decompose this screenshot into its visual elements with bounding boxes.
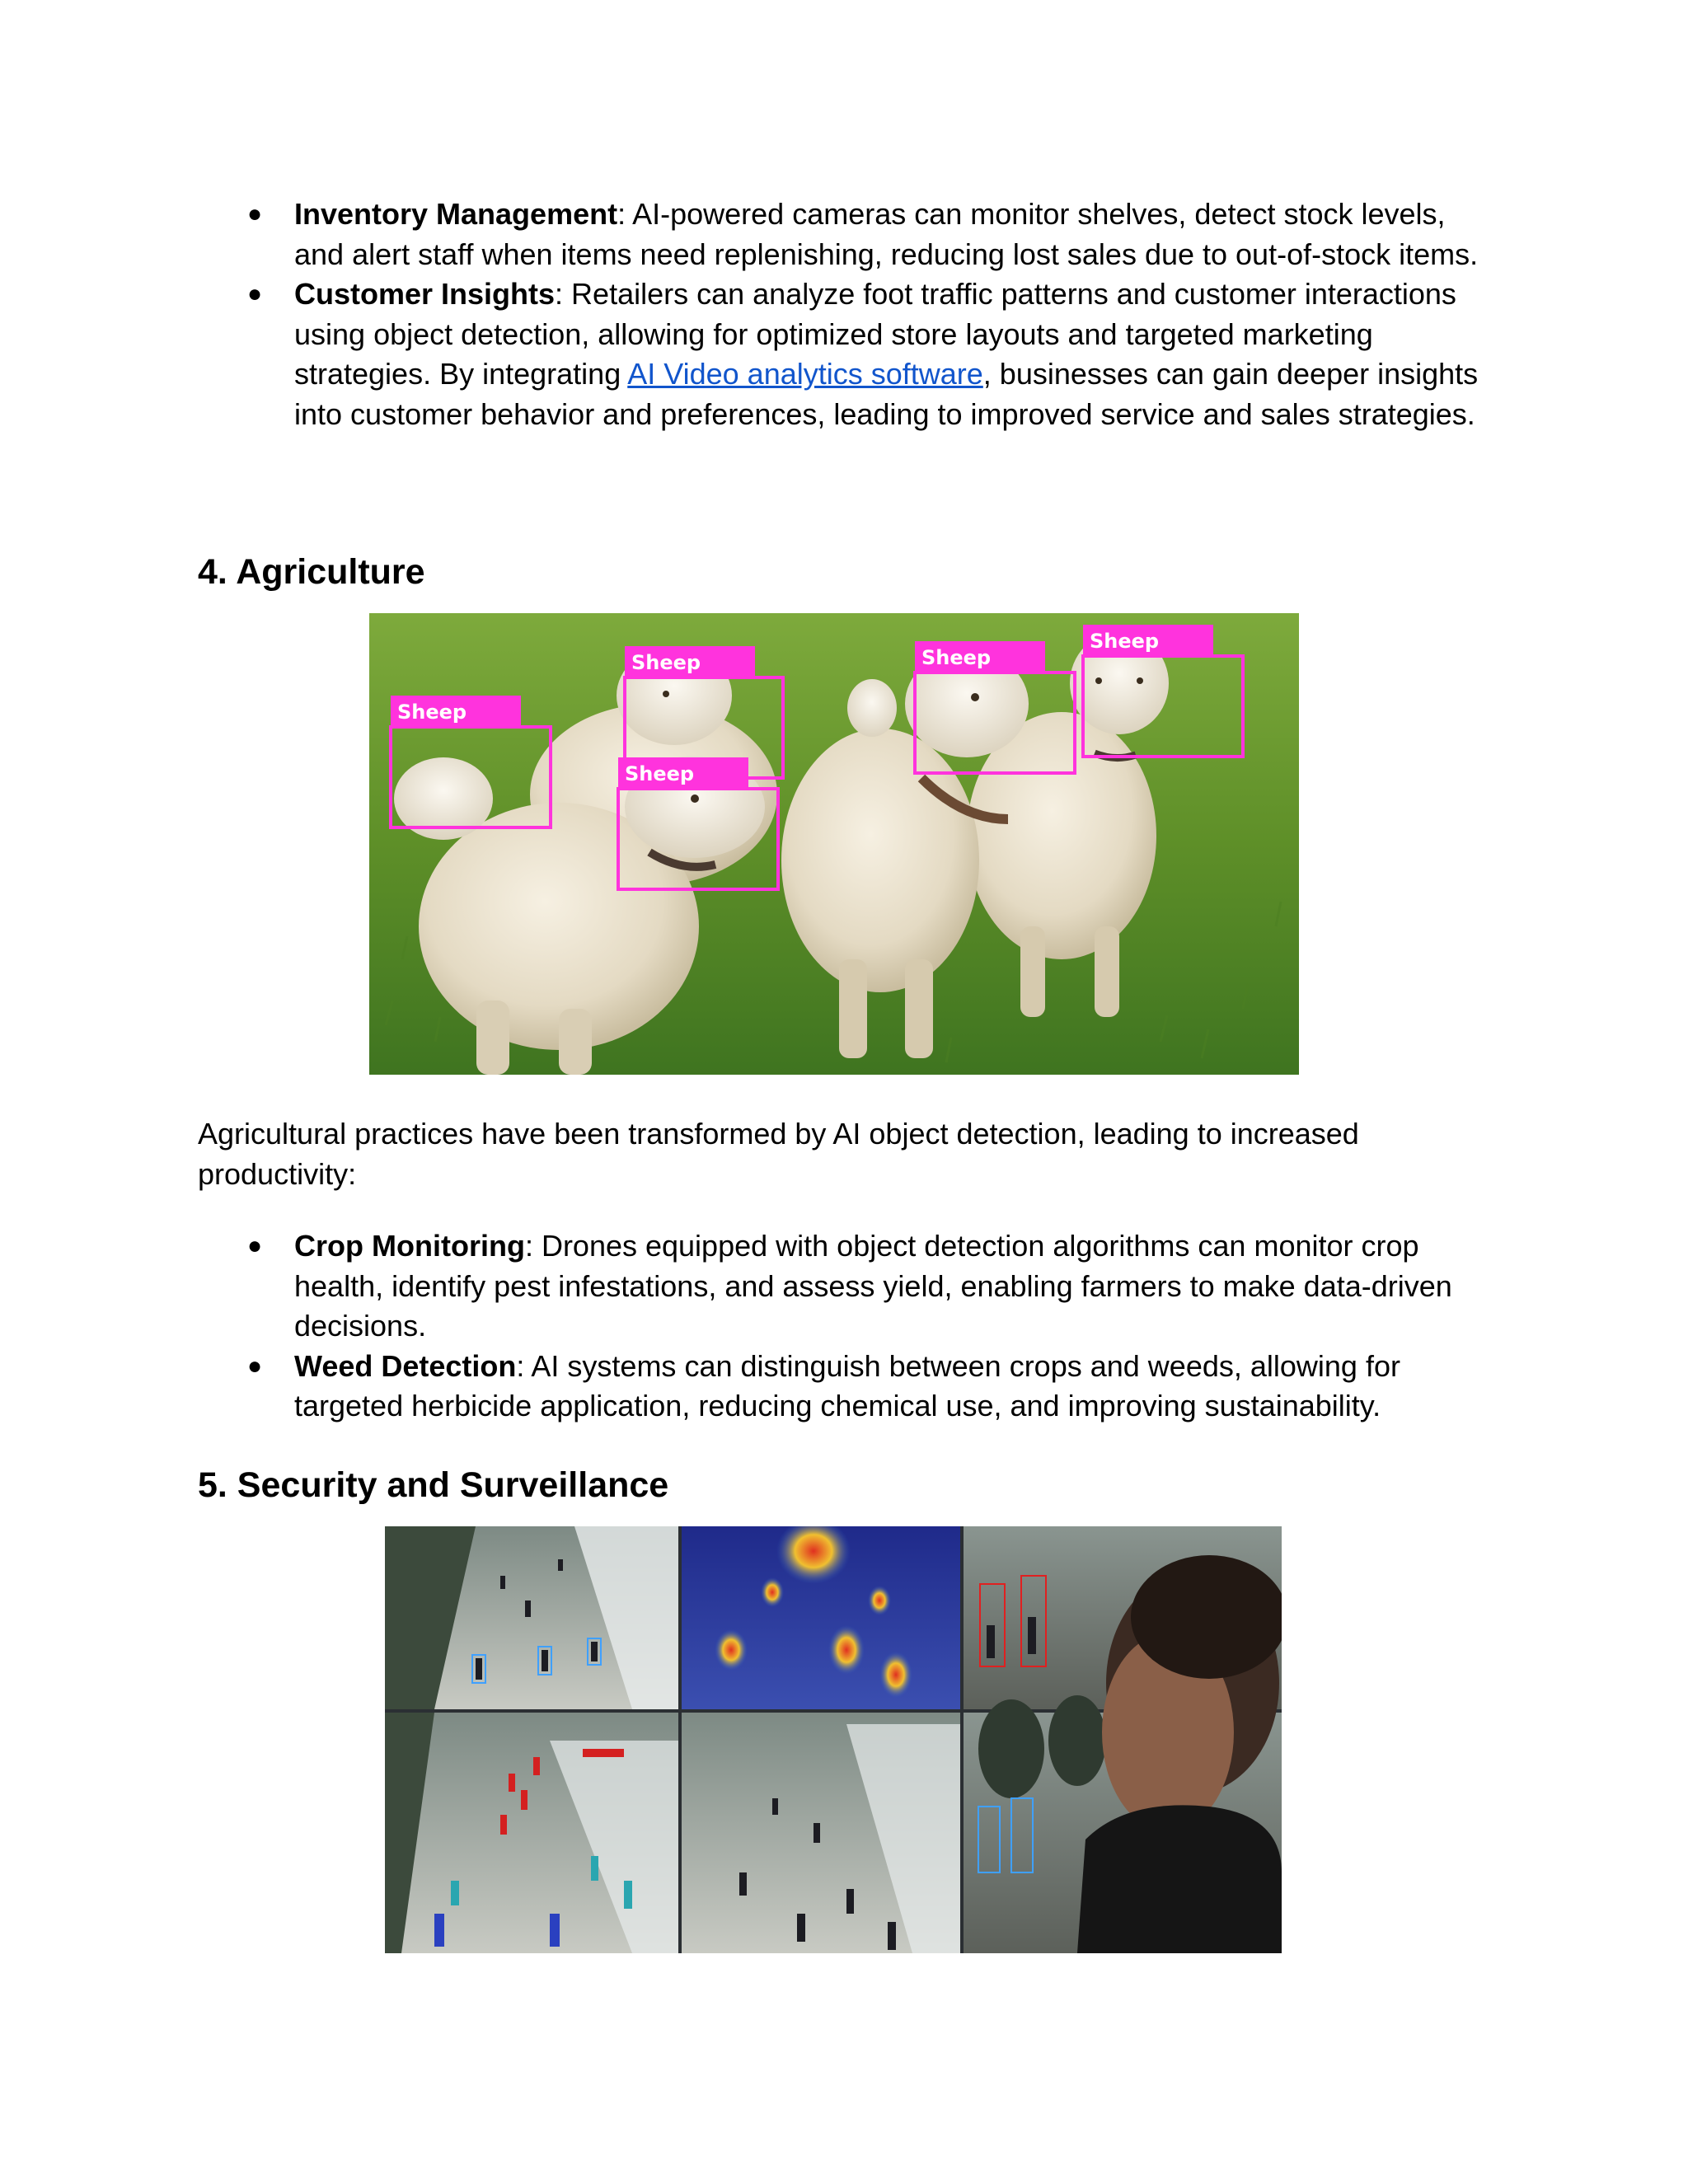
- camera-panel: [682, 1713, 960, 1953]
- retail-bullet-list: [198, 194, 1484, 434]
- bullet-icon: ●: [247, 200, 263, 227]
- detection-label: Sheep: [625, 762, 695, 785]
- list-item-crop-monitoring: [198, 1226, 1484, 1347]
- sheep-detection-image: [369, 613, 1299, 1075]
- list-item-inventory-management: [198, 194, 1484, 274]
- bullet-icon: ●: [247, 280, 263, 307]
- bullet-term: Customer Insights: [294, 277, 556, 311]
- section-heading-security: 5. Security and Surveillance: [198, 1465, 669, 1505]
- detection-overlay: [369, 613, 1299, 1075]
- detection-box: [391, 696, 551, 827]
- surveillance-image: [385, 1526, 1282, 1953]
- list-item-weed-detection: [198, 1347, 1484, 1427]
- agriculture-intro-paragraph: Agricultural practices have been transformed by AI object detection, leading to increased productivity:: [198, 1117, 1359, 1191]
- bullet-icon: ●: [247, 1352, 263, 1380]
- detection-label: Sheep: [1090, 630, 1160, 653]
- agriculture-bullet-list: [198, 1226, 1484, 1427]
- bullet-text: : Drones equipped with object detection algorithms can monitor crop health, identify pest infestations, and assess yield, enabling farmers to make data-driven decisions.: [294, 1229, 1452, 1343]
- bullet-icon: ●: [247, 1232, 263, 1259]
- list-item-customer-insights: [198, 274, 1484, 434]
- bullet-term: Crop Monitoring: [294, 1229, 525, 1263]
- detection-label: Sheep: [921, 646, 992, 669]
- bullet-text: : AI systems can distinguish between crops and weeds, allowing for targeted herbicide application, reducing chemical use, and improving sustainability.: [294, 1348, 1400, 1422]
- bullet-text: : AI-powered cameras can monitor shelves, detect stock levels, and alert staff when items need replenishing, reducing lost sales due to out-of-stock items.: [294, 197, 1479, 271]
- detection-box: [1083, 625, 1243, 757]
- bullet-term: Weed Detection: [294, 1348, 517, 1383]
- section-heading-agriculture: 4. Agriculture: [198, 552, 425, 592]
- camera-panel: [385, 1526, 678, 1709]
- bullet-text: , businesses can gain deeper insights into customer behavior and preferences, leading to improved service and sales strategies.: [294, 357, 1479, 431]
- heatmap-panel: [682, 1526, 960, 1709]
- detection-label: Sheep: [631, 651, 701, 674]
- camera-panel: [385, 1713, 678, 1953]
- bullet-text: : Retailers can analyze foot traffic patterns and customer interactions using object detection, allowing for optimized store layouts and targeted marketing strategies. By integrating: [294, 277, 1456, 391]
- detection-box: [915, 641, 1075, 773]
- bullet-term: Inventory Management: [294, 197, 618, 231]
- ai-video-analytics-link[interactable]: AI Video analytics software: [627, 357, 983, 391]
- detection-label: Sheep: [397, 701, 467, 724]
- surveillance-image-svg: [385, 1526, 1282, 1953]
